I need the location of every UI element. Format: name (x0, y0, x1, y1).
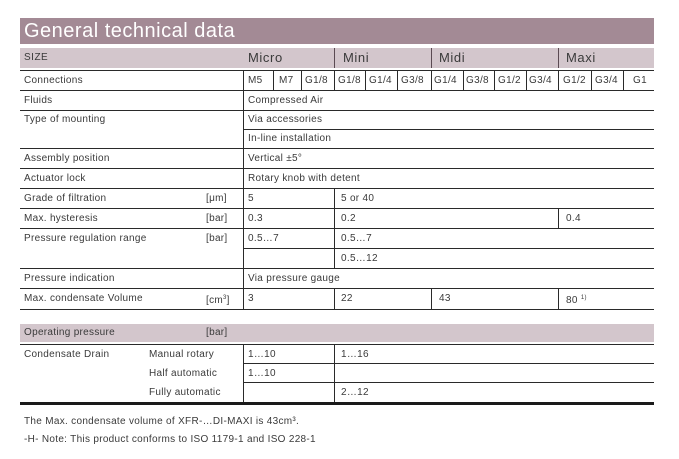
footnote-marker: 1) (580, 295, 587, 301)
connection-value: M7 (279, 75, 294, 86)
filtration-rest: 5 or 40 (341, 193, 375, 204)
hysteresis-unit: [bar] (206, 213, 228, 224)
connection-value: G1/2 (563, 75, 586, 86)
divider (431, 70, 432, 90)
row-label-mounting: Type of mounting (24, 114, 106, 125)
row-label-assembly: Assembly position (24, 153, 110, 164)
pressure-range-unit: [bar] (206, 233, 228, 244)
divider (558, 208, 559, 228)
drain-manual-label: Manual rotary (149, 349, 215, 360)
drain-full-label: Fully automatic (149, 387, 221, 398)
table-bottom-border (20, 402, 654, 405)
unit-close: ] (226, 295, 230, 306)
divider (20, 148, 654, 149)
connection-value: G3/8 (401, 75, 424, 86)
connection-value: G1/2 (498, 75, 521, 86)
row-label-pressure-range: Pressure regulation range (24, 233, 147, 244)
divider (334, 188, 335, 268)
divider (334, 48, 335, 68)
divider (494, 70, 495, 90)
connection-value: G1/4 (434, 75, 457, 86)
hysteresis-maxi: 0.4 (566, 213, 581, 224)
divider (558, 288, 559, 309)
condensate-volume-unit (206, 292, 230, 307)
divider (20, 168, 654, 169)
connection-value: M5 (248, 75, 263, 86)
divider (431, 288, 432, 309)
divider (301, 70, 302, 90)
divider (243, 382, 654, 383)
divider (20, 309, 654, 310)
pressure-range-micro: 0.5…7 (248, 233, 279, 244)
footnote-condensate: The Max. condensate volume of XFR-…DI-MAXI is 43cm³. (24, 416, 300, 427)
filtration-micro: 5 (248, 193, 254, 204)
row-label-fluids: Fluids (24, 95, 53, 106)
connection-value: G1/4 (369, 75, 392, 86)
pressure-range-mini: 0.5…12 (341, 253, 378, 264)
hysteresis-mini-midi: 0.2 (341, 213, 356, 224)
assembly-value: Vertical ±5° (248, 153, 303, 164)
drain-manual-micro: 1…10 (248, 349, 276, 360)
divider (273, 70, 274, 90)
row-label-condensate-volume: Max. condensate Volume (24, 293, 143, 304)
pressure-range-mini: 0.5…7 (341, 233, 372, 244)
filtration-unit: [μm] (206, 193, 227, 204)
divider (558, 70, 559, 90)
divider (20, 188, 654, 189)
operating-pressure-unit: [bar] (206, 327, 228, 338)
condensate-volume-maxi (566, 292, 587, 307)
condensate-volume-micro: 3 (248, 293, 254, 304)
connection-value: G1/8 (338, 75, 361, 86)
size-micro: Micro (248, 50, 283, 65)
mounting-value: In-line installation (248, 133, 332, 144)
divider (20, 90, 654, 91)
actuator-value: Rotary knob with detent (248, 173, 360, 184)
row-label-connections: Connections (24, 75, 83, 86)
row-label-drain: Condensate Drain (24, 349, 110, 360)
drain-full-rest: 2…12 (341, 387, 369, 398)
row-label-hysteresis: Max. hysteresis (24, 213, 98, 224)
unit-superscript: 3 (223, 295, 227, 301)
drain-half-micro: 1…10 (248, 368, 276, 379)
row-label-actuator: Actuator lock (24, 173, 86, 184)
connection-value: G1/8 (305, 75, 328, 86)
divider (243, 363, 654, 364)
divider (623, 70, 624, 90)
condensate-volume-midi: 43 (439, 293, 451, 304)
divider (591, 70, 592, 90)
divider (243, 70, 244, 309)
unit-text: [cm (206, 295, 224, 306)
divider (243, 248, 654, 249)
connection-value: G3/4 (595, 75, 618, 86)
row-label-pressure-indication: Pressure indication (24, 273, 115, 284)
drain-half-label: Half automatic (149, 368, 218, 379)
size-maxi: Maxi (566, 50, 596, 65)
connection-value: G3/4 (529, 75, 552, 86)
divider (334, 70, 335, 90)
fluids-value: Compressed Air (248, 95, 324, 106)
divider (526, 70, 527, 90)
size-midi: Midi (439, 50, 466, 65)
divider (463, 70, 464, 90)
condensate-volume-mini: 22 (341, 293, 353, 304)
operating-pressure-label: Operating pressure (24, 327, 116, 338)
pressure-indication-value: Via pressure gauge (248, 273, 340, 284)
divider (243, 129, 654, 130)
drain-manual-rest: 1…16 (341, 349, 369, 360)
divider (20, 268, 654, 269)
operating-pressure-header (20, 324, 654, 342)
connection-value: G1 (633, 75, 647, 86)
table-title: General technical data (20, 18, 654, 44)
divider (558, 48, 559, 68)
divider (397, 70, 398, 90)
connection-value: G3/8 (466, 75, 489, 86)
divider (431, 48, 432, 68)
size-header (20, 48, 654, 68)
size-label: SIZE (24, 52, 49, 63)
hysteresis-micro: 0.3 (248, 213, 263, 224)
divider (20, 344, 654, 345)
mounting-value: Via accessories (248, 114, 323, 125)
divider (365, 70, 366, 90)
row-label-filtration: Grade of filtration (24, 193, 107, 204)
footnote-iso: -H- Note: This product conforms to ISO 1179-1 and ISO 228-1 (24, 434, 316, 445)
size-mini: Mini (343, 50, 370, 65)
divider (20, 228, 654, 229)
divider (20, 110, 654, 111)
divider (334, 344, 335, 402)
maxi-value: 80 (566, 295, 578, 306)
divider (334, 288, 335, 309)
divider (243, 344, 244, 402)
